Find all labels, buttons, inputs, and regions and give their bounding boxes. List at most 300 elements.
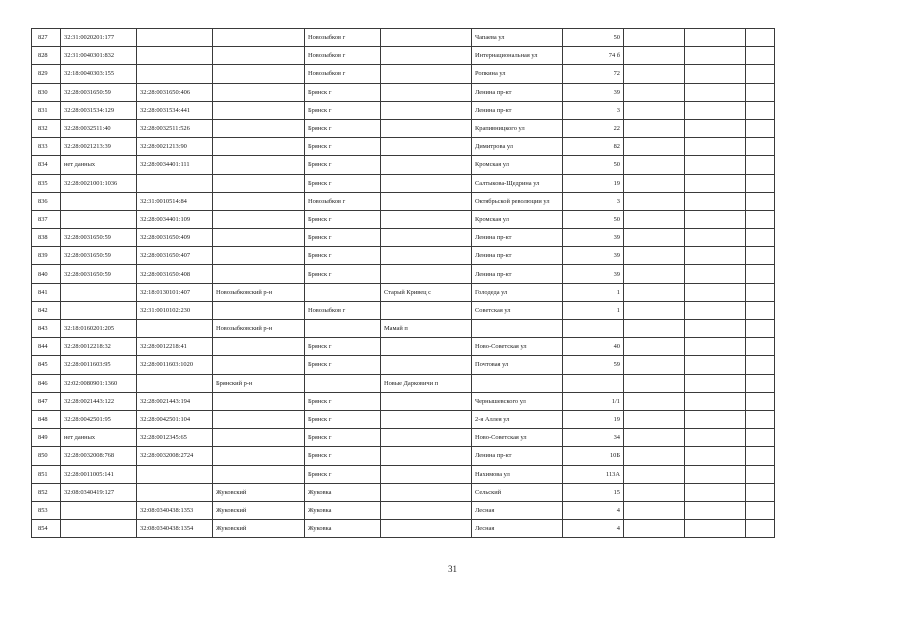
cadastral-number-land-cell: 32:18:0160201:205 [61, 320, 137, 338]
settlement-cell [381, 156, 472, 174]
extra-col-2-cell [685, 356, 746, 374]
extra-col-1-cell [624, 392, 685, 410]
row-number-cell: 846 [32, 374, 61, 392]
street-cell: Ленина пр-кт [472, 101, 563, 119]
district-cell [213, 156, 305, 174]
extra-col-1-cell [624, 501, 685, 519]
city-cell: Брянск г [305, 138, 381, 156]
city-cell [305, 283, 381, 301]
extra-col-2-cell [685, 47, 746, 65]
house-number-cell: 113А [563, 465, 624, 483]
district-cell [213, 29, 305, 47]
street-cell [472, 320, 563, 338]
settlement-cell [381, 338, 472, 356]
house-number-cell: 3 [563, 192, 624, 210]
extra-col-3-cell [746, 119, 775, 137]
cadastral-number-land-cell: 32:08:0340419:127 [61, 483, 137, 501]
house-number-cell: 50 [563, 29, 624, 47]
city-cell: Брянск г [305, 174, 381, 192]
house-number-cell: 82 [563, 138, 624, 156]
table-row [32, 356, 775, 374]
table-row [32, 210, 775, 228]
table-row [32, 138, 775, 156]
row-number-cell: 830 [32, 83, 61, 101]
settlement-cell: Старый Кривец с [381, 283, 472, 301]
row-number-cell: 844 [32, 338, 61, 356]
cadastral-number-building-cell [137, 29, 213, 47]
city-cell [305, 374, 381, 392]
district-cell [213, 410, 305, 428]
extra-col-2-cell [685, 229, 746, 247]
extra-col-2-cell [685, 483, 746, 501]
cadastral-number-building-cell [137, 174, 213, 192]
cadastral-number-building-cell: 32:18:0130101:407 [137, 283, 213, 301]
table-row [32, 447, 775, 465]
cadastral-number-building-cell: 32:28:0031650:408 [137, 265, 213, 283]
street-cell: Чапаева ул [472, 29, 563, 47]
district-cell [213, 138, 305, 156]
cadastral-number-building-cell [137, 65, 213, 83]
city-cell: Брянск г [305, 83, 381, 101]
cadastral-number-land-cell [61, 520, 137, 538]
street-cell: Ропкина ул [472, 65, 563, 83]
house-number-cell: 39 [563, 265, 624, 283]
row-number-cell: 837 [32, 210, 61, 228]
city-cell: Брянск г [305, 465, 381, 483]
settlement-cell [381, 392, 472, 410]
district-cell [213, 210, 305, 228]
extra-col-3-cell [746, 210, 775, 228]
extra-col-1-cell [624, 229, 685, 247]
settlement-cell [381, 83, 472, 101]
extra-col-2-cell [685, 283, 746, 301]
extra-col-2-cell [685, 338, 746, 356]
table-row [32, 501, 775, 519]
extra-col-3-cell [746, 429, 775, 447]
row-number-cell: 847 [32, 392, 61, 410]
street-cell: Ново-Советская ул [472, 338, 563, 356]
house-number-cell: 34 [563, 429, 624, 447]
street-cell: 2-я Аллея ул [472, 410, 563, 428]
row-number-cell: 843 [32, 320, 61, 338]
city-cell: Новозыбков г [305, 29, 381, 47]
city-cell: Брянск г [305, 410, 381, 428]
cadastral-number-building-cell: 32:28:0021213:90 [137, 138, 213, 156]
extra-col-3-cell [746, 374, 775, 392]
extra-col-3-cell [746, 174, 775, 192]
street-cell: Ленина пр-кт [472, 265, 563, 283]
extra-col-2-cell [685, 192, 746, 210]
extra-col-1-cell [624, 483, 685, 501]
table-row [32, 483, 775, 501]
row-number-cell: 828 [32, 47, 61, 65]
extra-col-1-cell [624, 47, 685, 65]
cadastral-number-building-cell: 32:08:0340438:1354 [137, 520, 213, 538]
extra-col-1-cell [624, 465, 685, 483]
extra-col-2-cell [685, 392, 746, 410]
extra-col-2-cell [685, 501, 746, 519]
extra-col-2-cell [685, 83, 746, 101]
house-number-cell: 39 [563, 247, 624, 265]
row-number-cell: 848 [32, 410, 61, 428]
extra-col-1-cell [624, 138, 685, 156]
street-cell: Крапивницкого ул [472, 119, 563, 137]
cadastral-number-land-cell: 32:28:0031650:59 [61, 229, 137, 247]
table-row [32, 47, 775, 65]
page-number: 31 [448, 564, 457, 574]
extra-col-2-cell [685, 520, 746, 538]
table-body [32, 29, 775, 538]
extra-col-3-cell [746, 29, 775, 47]
cadastral-number-building-cell: 32:28:0011603:1020 [137, 356, 213, 374]
extra-col-1-cell [624, 320, 685, 338]
city-cell: Брянск г [305, 338, 381, 356]
extra-col-2-cell [685, 65, 746, 83]
cadastral-number-building-cell: 32:28:0042501:104 [137, 410, 213, 428]
district-cell [213, 338, 305, 356]
cadastral-number-building-cell: 32:28:0031650:406 [137, 83, 213, 101]
cadastral-number-land-cell: 32:28:0021001:1036 [61, 174, 137, 192]
extra-col-2-cell [685, 410, 746, 428]
cadastral-number-building-cell: 32:28:0034401:111 [137, 156, 213, 174]
settlement-cell [381, 447, 472, 465]
district-cell: Брянский р-н [213, 374, 305, 392]
extra-col-1-cell [624, 119, 685, 137]
district-cell: Жуковский [213, 483, 305, 501]
row-number-cell: 849 [32, 429, 61, 447]
street-cell: Советская ул [472, 301, 563, 319]
registry-table [31, 28, 775, 538]
settlement-cell [381, 247, 472, 265]
city-cell [305, 320, 381, 338]
table-row [32, 429, 775, 447]
table-row [32, 283, 775, 301]
house-number-cell: 74 б [563, 47, 624, 65]
table-row [32, 174, 775, 192]
house-number-cell [563, 374, 624, 392]
extra-col-3-cell [746, 301, 775, 319]
extra-col-2-cell [685, 210, 746, 228]
street-cell: Ленина пр-кт [472, 247, 563, 265]
extra-col-3-cell [746, 283, 775, 301]
house-number-cell: 39 [563, 229, 624, 247]
extra-col-1-cell [624, 338, 685, 356]
row-number-cell: 834 [32, 156, 61, 174]
district-cell [213, 447, 305, 465]
city-cell: Брянск г [305, 247, 381, 265]
cadastral-number-building-cell: 32:31:0010102:230 [137, 301, 213, 319]
extra-col-1-cell [624, 374, 685, 392]
extra-col-3-cell [746, 192, 775, 210]
house-number-cell: 72 [563, 65, 624, 83]
extra-col-2-cell [685, 265, 746, 283]
settlement-cell [381, 429, 472, 447]
district-cell: Жуковский [213, 501, 305, 519]
settlement-cell [381, 356, 472, 374]
cadastral-number-building-cell: 32:28:0031650:407 [137, 247, 213, 265]
settlement-cell [381, 101, 472, 119]
district-cell [213, 429, 305, 447]
cadastral-number-land-cell: нет данных [61, 429, 137, 447]
extra-col-1-cell [624, 283, 685, 301]
street-cell: Голодеда ул [472, 283, 563, 301]
street-cell: Салтыкова-Щедрина ул [472, 174, 563, 192]
row-number-cell: 845 [32, 356, 61, 374]
street-cell: Кромская ул [472, 156, 563, 174]
settlement-cell [381, 410, 472, 428]
house-number-cell: 19 [563, 174, 624, 192]
house-number-cell: 4 [563, 520, 624, 538]
city-cell: Брянск г [305, 229, 381, 247]
cadastral-number-land-cell [61, 301, 137, 319]
city-cell: Брянск г [305, 392, 381, 410]
extra-col-1-cell [624, 429, 685, 447]
house-number-cell: 3 [563, 101, 624, 119]
extra-col-1-cell [624, 301, 685, 319]
extra-col-1-cell [624, 210, 685, 228]
extra-col-3-cell [746, 47, 775, 65]
cadastral-number-building-cell: 32:28:0031534:441 [137, 101, 213, 119]
row-number-cell: 854 [32, 520, 61, 538]
extra-col-1-cell [624, 247, 685, 265]
extra-col-3-cell [746, 320, 775, 338]
extra-col-3-cell [746, 101, 775, 119]
cadastral-number-land-cell: 32:28:0011005:141 [61, 465, 137, 483]
city-cell: Брянск г [305, 429, 381, 447]
extra-col-2-cell [685, 119, 746, 137]
house-number-cell: 1 [563, 301, 624, 319]
street-cell: Ленина пр-кт [472, 83, 563, 101]
extra-col-3-cell [746, 447, 775, 465]
row-number-cell: 833 [32, 138, 61, 156]
house-number-cell: 39 [563, 83, 624, 101]
settlement-cell [381, 301, 472, 319]
table-row [32, 338, 775, 356]
extra-col-3-cell [746, 229, 775, 247]
street-cell: Октябрьской революции ул [472, 192, 563, 210]
settlement-cell [381, 174, 472, 192]
cadastral-number-land-cell: 32:18:0040303:155 [61, 65, 137, 83]
table-row [32, 247, 775, 265]
table-row [32, 83, 775, 101]
cadastral-number-land-cell [61, 283, 137, 301]
city-cell: Новозыбков г [305, 65, 381, 83]
table-row [32, 192, 775, 210]
district-cell [213, 301, 305, 319]
table-row [32, 101, 775, 119]
row-number-cell: 841 [32, 283, 61, 301]
extra-col-2-cell [685, 29, 746, 47]
table-row [32, 465, 775, 483]
settlement-cell [381, 29, 472, 47]
extra-col-1-cell [624, 356, 685, 374]
city-cell: Новозыбков г [305, 47, 381, 65]
row-number-cell: 851 [32, 465, 61, 483]
settlement-cell [381, 47, 472, 65]
extra-col-1-cell [624, 410, 685, 428]
house-number-cell: 1 [563, 283, 624, 301]
table-row [32, 320, 775, 338]
cadastral-number-building-cell: 32:28:0012218:41 [137, 338, 213, 356]
extra-col-1-cell [624, 156, 685, 174]
row-number-cell: 840 [32, 265, 61, 283]
extra-col-3-cell [746, 501, 775, 519]
extra-col-2-cell [685, 465, 746, 483]
cadastral-number-building-cell: 32:28:0032008:2724 [137, 447, 213, 465]
row-number-cell: 831 [32, 101, 61, 119]
cadastral-number-building-cell: 32:28:0012345:65 [137, 429, 213, 447]
house-number-cell: 50 [563, 210, 624, 228]
table-row [32, 65, 775, 83]
district-cell [213, 229, 305, 247]
house-number-cell: 22 [563, 119, 624, 137]
cadastral-number-building-cell: 32:28:0031650:409 [137, 229, 213, 247]
extra-col-1-cell [624, 447, 685, 465]
row-number-cell: 836 [32, 192, 61, 210]
street-cell: Лесная [472, 501, 563, 519]
district-cell [213, 174, 305, 192]
cadastral-number-land-cell: нет данных [61, 156, 137, 174]
table-row [32, 301, 775, 319]
extra-col-1-cell [624, 265, 685, 283]
district-cell [213, 265, 305, 283]
street-cell: Ленина пр-кт [472, 447, 563, 465]
table-row [32, 374, 775, 392]
house-number-cell: 59 [563, 356, 624, 374]
row-number-cell: 832 [32, 119, 61, 137]
house-number-cell: 50 [563, 156, 624, 174]
city-cell: Брянск г [305, 356, 381, 374]
extra-col-1-cell [624, 29, 685, 47]
extra-col-3-cell [746, 410, 775, 428]
extra-col-2-cell [685, 447, 746, 465]
street-cell: Димитрова ул [472, 138, 563, 156]
cadastral-number-land-cell: 32:31:0020201:177 [61, 29, 137, 47]
street-cell: Кромская ул [472, 210, 563, 228]
cadastral-number-building-cell: 32:28:0034401:109 [137, 210, 213, 228]
cadastral-number-land-cell: 32:02:0080901:1360 [61, 374, 137, 392]
settlement-cell [381, 119, 472, 137]
extra-col-3-cell [746, 520, 775, 538]
city-cell: Брянск г [305, 101, 381, 119]
street-cell: Лесная [472, 520, 563, 538]
cadastral-number-land-cell: 32:28:0012218:32 [61, 338, 137, 356]
extra-col-1-cell [624, 520, 685, 538]
district-cell [213, 247, 305, 265]
settlement-cell [381, 483, 472, 501]
district-cell [213, 392, 305, 410]
cadastral-number-land-cell: 32:28:0032008:768 [61, 447, 137, 465]
district-cell [213, 192, 305, 210]
house-number-cell: 19 [563, 410, 624, 428]
extra-col-1-cell [624, 101, 685, 119]
street-cell [472, 374, 563, 392]
extra-col-3-cell [746, 247, 775, 265]
table-row [32, 156, 775, 174]
extra-col-2-cell [685, 174, 746, 192]
settlement-cell [381, 465, 472, 483]
cadastral-number-building-cell [137, 374, 213, 392]
street-cell: Ново-Советская ул [472, 429, 563, 447]
extra-col-3-cell [746, 392, 775, 410]
row-number-cell: 827 [32, 29, 61, 47]
settlement-cell: Мамай п [381, 320, 472, 338]
house-number-cell: 10Б [563, 447, 624, 465]
cadastral-number-land-cell: 32:31:0040301:832 [61, 47, 137, 65]
city-cell: Новозыбков г [305, 192, 381, 210]
extra-col-1-cell [624, 174, 685, 192]
cadastral-number-land-cell: 32:28:0031650:59 [61, 83, 137, 101]
street-cell: Сельский [472, 483, 563, 501]
extra-col-1-cell [624, 83, 685, 101]
cadastral-number-building-cell: 32:08:0340438:1353 [137, 501, 213, 519]
extra-col-2-cell [685, 138, 746, 156]
row-number-cell: 838 [32, 229, 61, 247]
row-number-cell: 842 [32, 301, 61, 319]
cadastral-number-building-cell [137, 47, 213, 65]
city-cell: Брянск г [305, 210, 381, 228]
cadastral-number-building-cell [137, 483, 213, 501]
district-cell: Новозыбковский р-н [213, 283, 305, 301]
extra-col-3-cell [746, 138, 775, 156]
house-number-cell: 40 [563, 338, 624, 356]
house-number-cell: 1/1 [563, 392, 624, 410]
city-cell: Брянск г [305, 119, 381, 137]
cadastral-number-land-cell: 32:28:0032511:40 [61, 119, 137, 137]
city-cell: Жуковка [305, 520, 381, 538]
extra-col-1-cell [624, 192, 685, 210]
extra-col-2-cell [685, 101, 746, 119]
extra-col-3-cell [746, 483, 775, 501]
row-number-cell: 839 [32, 247, 61, 265]
extra-col-3-cell [746, 65, 775, 83]
row-number-cell: 852 [32, 483, 61, 501]
city-cell: Новозыбков г [305, 301, 381, 319]
cadastral-number-land-cell [61, 210, 137, 228]
settlement-cell [381, 192, 472, 210]
table-row [32, 392, 775, 410]
street-cell: Нахимова ул [472, 465, 563, 483]
table-row [32, 229, 775, 247]
extra-col-2-cell [685, 374, 746, 392]
extra-col-2-cell [685, 301, 746, 319]
cadastral-number-land-cell: 32:28:0031534:129 [61, 101, 137, 119]
settlement-cell [381, 265, 472, 283]
extra-col-3-cell [746, 356, 775, 374]
district-cell: Жуковский [213, 520, 305, 538]
cadastral-number-building-cell [137, 465, 213, 483]
settlement-cell [381, 501, 472, 519]
city-cell: Брянск г [305, 447, 381, 465]
extra-col-2-cell [685, 156, 746, 174]
settlement-cell [381, 229, 472, 247]
settlement-cell [381, 520, 472, 538]
table-row [32, 265, 775, 283]
extra-col-3-cell [746, 338, 775, 356]
extra-col-2-cell [685, 429, 746, 447]
street-cell: Чернышевского ул [472, 392, 563, 410]
cadastral-number-land-cell: 32:28:0042501:95 [61, 410, 137, 428]
settlement-cell: Новые Дарковичи п [381, 374, 472, 392]
district-cell [213, 119, 305, 137]
extra-col-2-cell [685, 320, 746, 338]
extra-col-2-cell [685, 247, 746, 265]
cadastral-number-land-cell: 32:28:0021213:39 [61, 138, 137, 156]
city-cell: Брянск г [305, 156, 381, 174]
table-row [32, 29, 775, 47]
extra-col-3-cell [746, 83, 775, 101]
street-cell: Ленина пр-кт [472, 229, 563, 247]
